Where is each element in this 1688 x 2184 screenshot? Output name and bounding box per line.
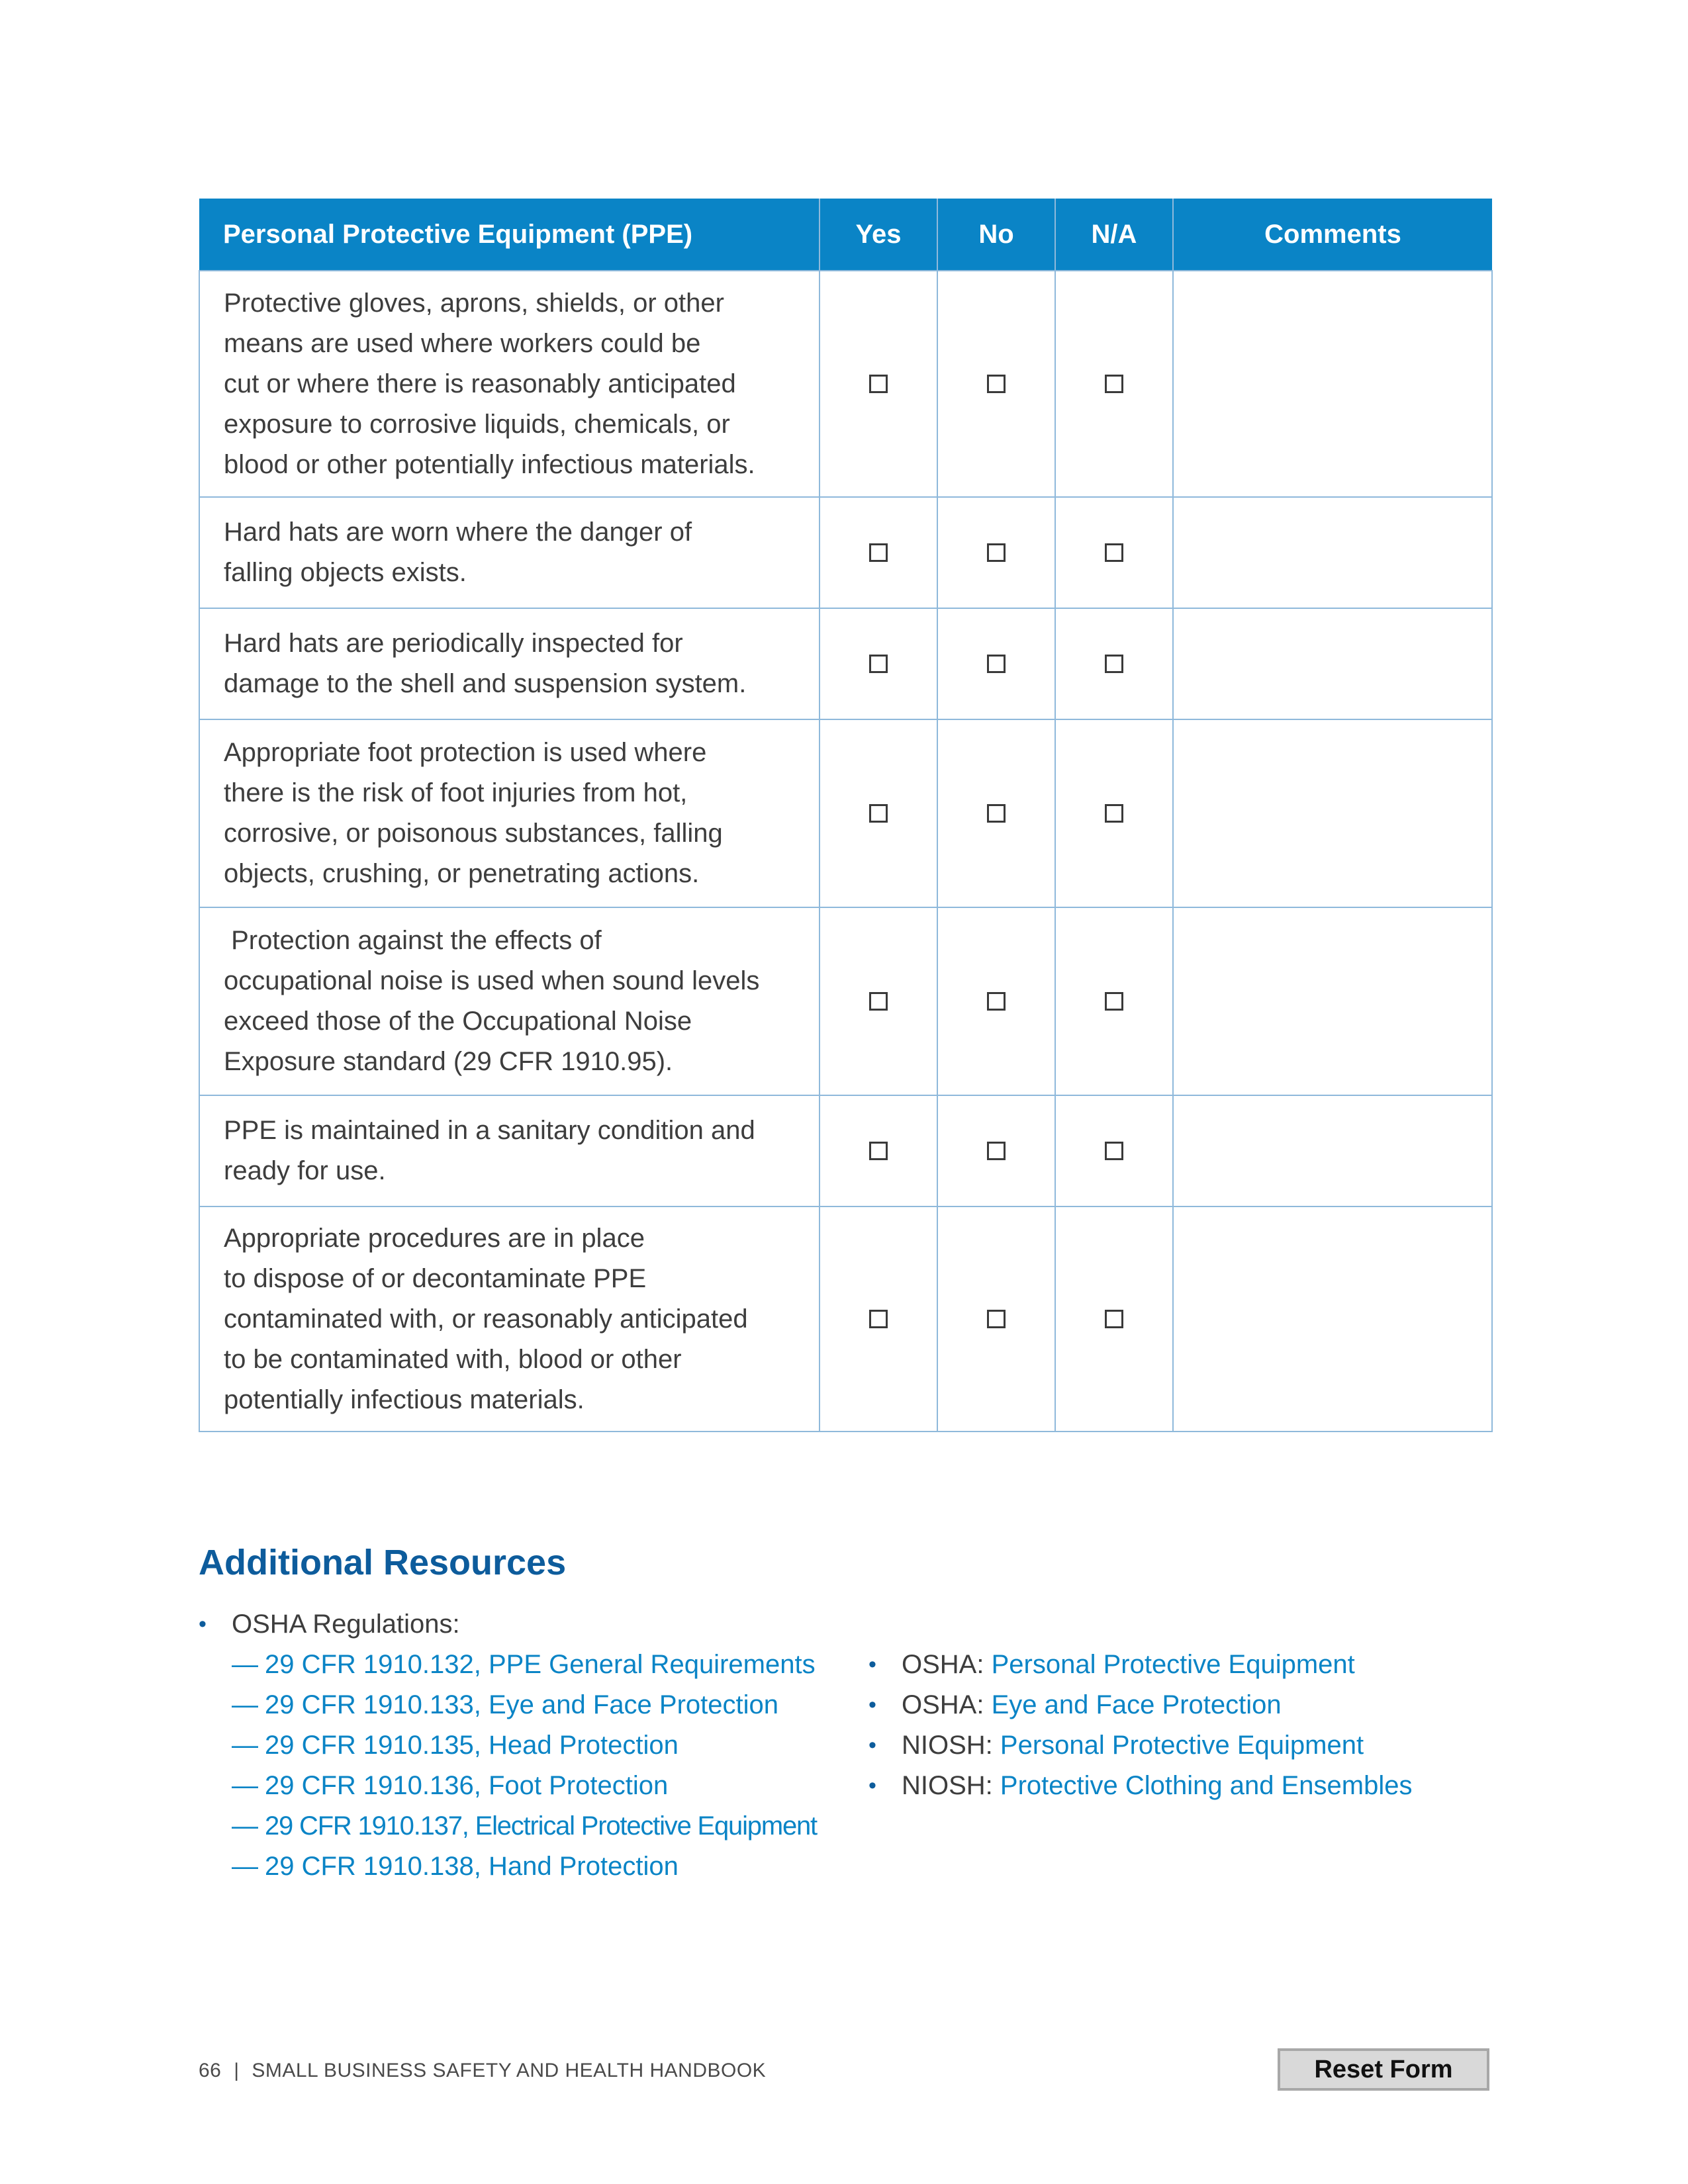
comments-cell[interactable] — [1173, 1206, 1492, 1432]
yes-checkbox[interactable] — [869, 1142, 888, 1160]
osha-regulations-list — [199, 1604, 817, 1887]
yes-cell — [820, 1206, 937, 1432]
ppe-item-line: means are used where workers could be — [224, 328, 701, 358]
comments-cell[interactable] — [1173, 1095, 1492, 1206]
table-row — [199, 1095, 1492, 1206]
ppe-item-line: exposure to corrosive liquids, chemicals, or — [224, 409, 730, 439]
ppe-item-line: potentially infectious materials. — [224, 1385, 585, 1414]
bullet-icon: • — [868, 1692, 876, 1717]
na-cell — [1055, 719, 1173, 907]
regulation-link[interactable]: 29 CFR 1910.136, Foot Protection — [265, 1771, 669, 1800]
table-row — [199, 608, 1492, 719]
resource-link-item — [868, 1766, 1412, 1806]
ppe-item-line: contaminated with, or reasonably anticipated — [224, 1304, 748, 1334]
na-checkbox[interactable] — [1105, 1142, 1123, 1160]
yes-checkbox[interactable] — [869, 804, 888, 823]
yes-cell — [820, 497, 937, 608]
ppe-item-line: Protection against the effects of — [224, 926, 602, 955]
bullet-icon: • — [868, 1652, 876, 1677]
ppe-item-line: corrosive, or poisonous substances, falling — [224, 819, 723, 848]
footer-separator: | — [234, 2060, 240, 2081]
yes-checkbox[interactable] — [869, 543, 888, 562]
comments-cell[interactable] — [1173, 719, 1492, 907]
page-footer — [199, 2060, 766, 2082]
dash-icon: — — [232, 1771, 258, 1800]
regulation-link[interactable]: 29 CFR 1910.137, Electrical Protective Equipment — [265, 1811, 817, 1841]
ppe-item-line: Appropriate foot protection is used where — [224, 738, 707, 767]
header-no: No — [937, 199, 1055, 271]
resource-link[interactable]: Personal Protective Equipment — [991, 1650, 1355, 1679]
resource-source-label: NIOSH: — [902, 1771, 1000, 1800]
regulation-item — [199, 1846, 817, 1887]
yes-cell — [820, 608, 937, 719]
additional-resources-heading: Additional Resources — [199, 1543, 567, 1582]
ppe-item-text — [199, 608, 820, 719]
table-header-row — [199, 199, 1492, 271]
ppe-item-line: Exposure standard (29 CFR 1910.95). — [224, 1047, 673, 1076]
osha-regulations-label: OSHA Regulations: — [232, 1610, 460, 1639]
regulation-item — [199, 1806, 817, 1846]
na-checkbox[interactable] — [1105, 543, 1123, 562]
resource-link[interactable]: Eye and Face Protection — [991, 1690, 1282, 1719]
regulation-sublist — [199, 1645, 817, 1887]
ppe-item-text — [199, 907, 820, 1095]
dash-icon: — — [232, 1731, 258, 1760]
table-row — [199, 497, 1492, 608]
comments-cell[interactable] — [1173, 907, 1492, 1095]
ppe-item-line: occupational noise is used when sound levels — [224, 966, 760, 995]
no-checkbox[interactable] — [987, 543, 1006, 562]
ppe-item-line: objects, crushing, or penetrating actions. — [224, 859, 700, 888]
bullet-icon: • — [199, 1612, 207, 1637]
no-checkbox[interactable] — [987, 992, 1006, 1011]
table-row — [199, 1206, 1492, 1432]
no-cell — [937, 719, 1055, 907]
no-cell — [937, 1206, 1055, 1432]
na-checkbox[interactable] — [1105, 804, 1123, 823]
yes-checkbox[interactable] — [869, 992, 888, 1011]
bullet-icon: • — [868, 1733, 876, 1758]
na-checkbox[interactable] — [1105, 375, 1123, 393]
page-number: 66 — [199, 2060, 222, 2081]
dash-icon: — — [232, 1690, 258, 1719]
na-cell — [1055, 1206, 1173, 1432]
na-checkbox[interactable] — [1105, 992, 1123, 1011]
no-checkbox[interactable] — [987, 1310, 1006, 1328]
ppe-item-line: Appropriate procedures are in place — [224, 1223, 645, 1253]
comments-cell[interactable] — [1173, 271, 1492, 497]
ppe-item-line: to be contaminated with, blood or other — [224, 1344, 682, 1374]
yes-cell — [820, 719, 937, 907]
ppe-item-text — [199, 1206, 820, 1432]
resource-link[interactable]: Personal Protective Equipment — [1000, 1731, 1364, 1760]
regulation-link[interactable]: 29 CFR 1910.135, Head Protection — [265, 1731, 679, 1760]
no-checkbox[interactable] — [987, 1142, 1006, 1160]
yes-cell — [820, 271, 937, 497]
comments-cell[interactable] — [1173, 608, 1492, 719]
no-checkbox[interactable] — [987, 375, 1006, 393]
resource-link-item — [868, 1725, 1412, 1766]
resource-source-label: NIOSH: — [902, 1731, 1000, 1760]
ppe-item-line: exceed those of the Occupational Noise — [224, 1007, 692, 1036]
table-row — [199, 719, 1492, 907]
ppe-item-line: Protective gloves, aprons, shields, or other — [224, 288, 724, 318]
ppe-item-text — [199, 719, 820, 907]
dash-icon: — — [232, 1811, 258, 1841]
yes-checkbox[interactable] — [869, 375, 888, 393]
na-cell — [1055, 907, 1173, 1095]
regulation-item — [199, 1685, 817, 1725]
ppe-item-line: ready for use. — [224, 1156, 386, 1185]
yes-checkbox[interactable] — [869, 655, 888, 673]
ppe-item-line: PPE is maintained in a sanitary condition and — [224, 1116, 755, 1145]
no-cell — [937, 1095, 1055, 1206]
ppe-item-line: blood or other potentially infectious materials. — [224, 449, 755, 479]
na-cell — [1055, 497, 1173, 608]
na-checkbox[interactable] — [1105, 1310, 1123, 1328]
no-checkbox[interactable] — [987, 655, 1006, 673]
ppe-item-text — [199, 1095, 820, 1206]
resource-link-item — [868, 1645, 1412, 1685]
yes-checkbox[interactable] — [869, 1310, 888, 1328]
no-checkbox[interactable] — [987, 804, 1006, 823]
regulation-item — [199, 1766, 817, 1806]
no-cell — [937, 608, 1055, 719]
resource-source-label: OSHA: — [902, 1650, 992, 1679]
no-cell — [937, 497, 1055, 608]
ppe-item-line: to dispose of or decontaminate PPE — [224, 1263, 647, 1293]
no-cell — [937, 271, 1055, 497]
yes-cell — [820, 907, 937, 1095]
comments-cell[interactable] — [1173, 497, 1492, 608]
resource-source-label: OSHA: — [902, 1690, 992, 1719]
regulation-item — [199, 1725, 817, 1766]
regulation-link[interactable]: 29 CFR 1910.138, Hand Protection — [265, 1852, 679, 1881]
ppe-item-line: Hard hats are periodically inspected for — [224, 629, 683, 658]
ppe-item-line: damage to the shell and suspension system. — [224, 669, 747, 698]
ppe-item-line: there is the risk of foot injuries from hot, — [224, 778, 688, 807]
regulation-link[interactable]: 29 CFR 1910.132, PPE General Requirements — [265, 1650, 816, 1679]
header-yes: Yes — [820, 199, 937, 271]
table-row — [199, 271, 1492, 497]
header-item: Personal Protective Equipment (PPE) — [199, 199, 820, 271]
ppe-item-text — [199, 271, 820, 497]
osha-regulations-item — [199, 1604, 817, 1645]
bullet-icon: • — [868, 1773, 876, 1798]
reset-form-button[interactable]: Reset Form — [1278, 2048, 1489, 2091]
na-cell — [1055, 1095, 1173, 1206]
dash-icon: — — [232, 1650, 258, 1679]
header-comments: Comments — [1173, 199, 1492, 271]
yes-cell — [820, 1095, 937, 1206]
na-cell — [1055, 271, 1173, 497]
na-checkbox[interactable] — [1105, 655, 1123, 673]
ppe-item-line: Hard hats are worn where the danger of — [224, 518, 692, 547]
table-body — [199, 271, 1492, 1432]
handbook-title: SMALL BUSINESS SAFETY AND HEALTH HANDBOOK — [252, 2060, 767, 2081]
resource-links-list — [868, 1645, 1412, 1806]
ppe-item-line: cut or where there is reasonably anticipated — [224, 369, 736, 398]
table-row — [199, 907, 1492, 1095]
na-cell — [1055, 608, 1173, 719]
dash-icon: — — [232, 1852, 258, 1881]
ppe-checklist-table — [199, 199, 1493, 1432]
regulation-item — [199, 1645, 817, 1685]
resource-link-item — [868, 1685, 1412, 1725]
no-cell — [937, 907, 1055, 1095]
ppe-item-text — [199, 497, 820, 608]
regulation-link[interactable]: 29 CFR 1910.133, Eye and Face Protection — [265, 1690, 779, 1719]
header-na: N/A — [1055, 199, 1173, 271]
ppe-item-line: falling objects exists. — [224, 558, 467, 587]
resource-link[interactable]: Protective Clothing and Ensembles — [1000, 1771, 1413, 1800]
